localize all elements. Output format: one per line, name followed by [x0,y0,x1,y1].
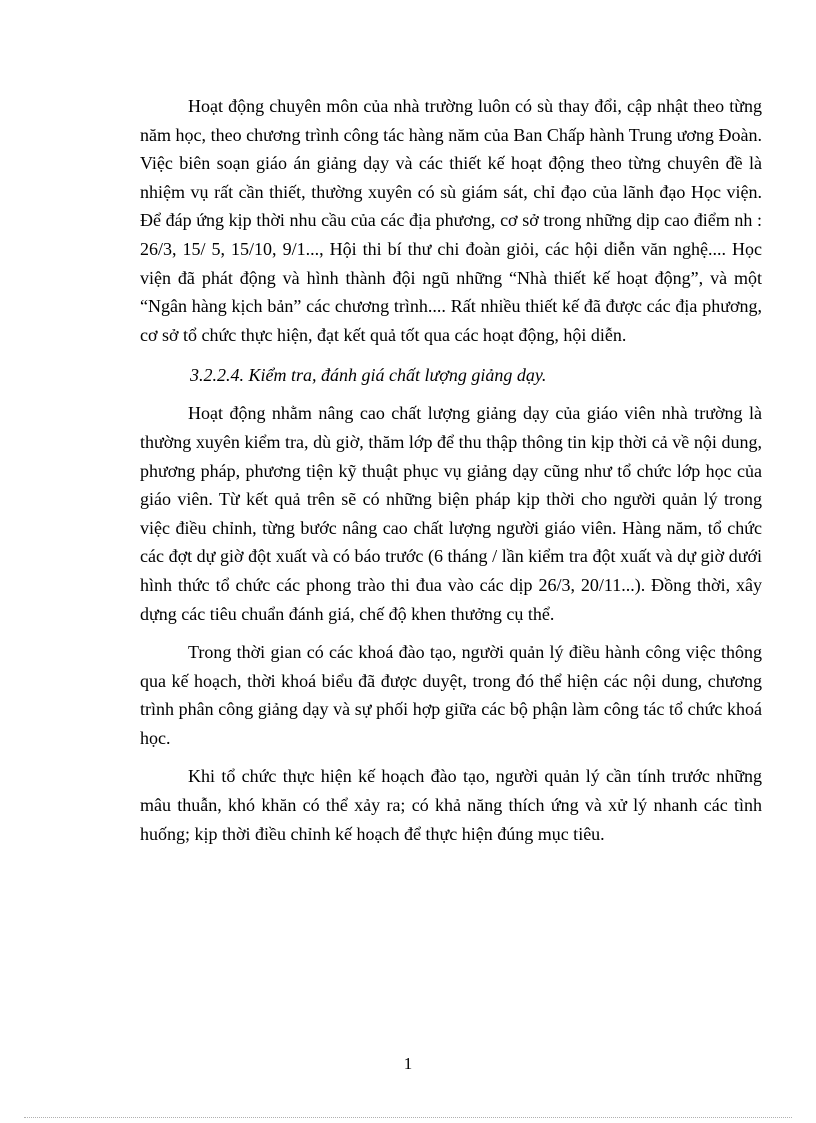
paragraph-course-management: Trong thời gian có các khoá đào tạo, người quản lý điều hành công việc thông qua kế hoạch, thời khoá biểu đã được duyệt, trong đó thể hiện các nội dung, chương trình phân công giảng dạy và sự phối hợp giữa các bộ phận làm công tác tổ chức khoá học. [140,642,762,748]
paragraph-teaching-quality: Hoạt động nhằm nâng cao chất lượng giảng dạy của giáo viên nhà trường là thường xuyên kiểm tra, dù giờ, thăm lớp để thu thập thông tin kịp thời cả về nội dung, phương pháp, phương tiện kỹ thuật phục vụ giảng dạy cũng như tổ chức lớp học của giáo viên. Từ kết quả trên sẽ có những biện pháp kịp thời cho người quản lý trong việc điều chỉnh, từng bước nâng cao chất lượng người giáo viên. Hàng năm, tổ chức các đợt dự giờ đột xuất và có báo trước (6 tháng / lần kiểm tra đột xuất và dự giờ dưới hình thức tổ chức các phong trào thi đua vào các dịp 26/3, 20/11...). Đồng thời, xây dựng các tiêu chuẩn đánh giá, chế độ khen thưởng cụ thể. [140,403,762,624]
page-number: 1 [403,1054,413,1073]
section-heading: 3.2.2.4. Kiểm tra, đánh giá chất lượng giảng dạy. [190,365,547,386]
document-body [140,92,762,848]
page-bottom-divider [24,1117,792,1118]
paragraph-plan-implementation: Khi tổ chức thực hiện kế hoạch đào tạo, người quản lý cần tính trước những mâu thuẫn, khó khăn có thể xảy ra; có khả năng thích ứng và xử lý nhanh các tình huống; kịp thời điều chỉnh kế hoạch để thực hiện đúng mục tiêu. [140,766,762,844]
paragraph-professional-activities: Hoạt động chuyên môn của nhà trường luôn có sù thay đổi, cập nhật theo từng năm học, theo chương trình công tác hàng năm của Ban Chấp hành Trung ương Đoàn. Việc biên soạn giáo án giảng dạy và các thiết kế hoạt động theo từng chuyên đề là nhiệm vụ rất cần thiết, thường xuyên có sù giám sát, chỉ đạo của lãnh đạo Học viện. Để đáp ứng kịp thời nhu cầu của các địa phương, cơ sở trong những dịp cao điểm nh : 26/3, 15/ 5, 15/10, 9/1..., Hội thi bí thư chi đoàn giỏi, các hội diễn văn nghệ.... Học viện đã phát động và hình thành đội ngũ những “Nhà thiết kế hoạt động”, và một “Ngân hàng kịch bản” các chương trình.... Rất nhiều thiết kế đã được các địa phương, cơ sở tổ chức thực hiện, đạt kết quả tốt qua các hoạt động, hội diễn. [140,96,762,345]
